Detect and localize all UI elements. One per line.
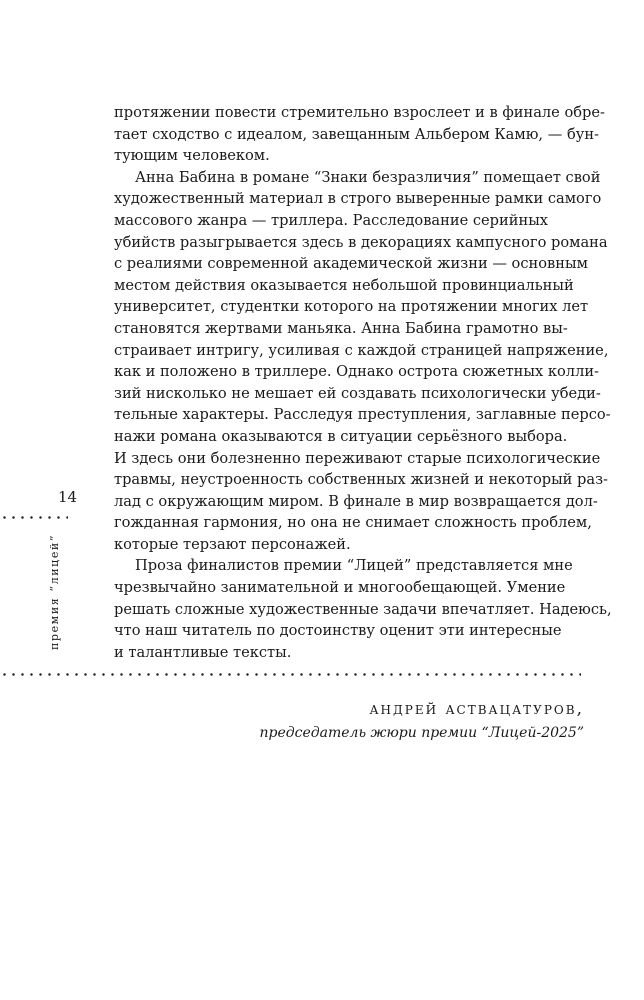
body-line: и талантливые тексты. — [114, 643, 292, 661]
body-line: Анна Бабина в романе “Знаки безразличия” помещает свой — [135, 168, 601, 186]
body-text — [114, 102, 612, 663]
body-line: которые терзают персонажей. — [114, 535, 351, 553]
body-line: университет, студентки которого на протяжении многих лет — [114, 298, 589, 316]
dotted-rule-divider — [0, 673, 581, 676]
body-line: травмы, неустроенность собственных жизней и некоторый раз- — [114, 471, 608, 489]
body-line: нажи романа оказываются в ситуации серьёзного выбора. — [114, 427, 568, 445]
body-line: зий нисколько не мешает ей создавать психологически убеди- — [114, 384, 601, 402]
running-head: премия “лицей” — [48, 533, 61, 650]
body-line: лад с окружающим миром. В финале в мир возвращается дол- — [114, 492, 598, 510]
body-line: как и положено в триллере. Однако острота сюжетных колли- — [114, 363, 599, 381]
body-line: страивает интригу, усиливая с каждой страницей напряжение, — [114, 341, 609, 359]
body-line: Проза финалистов премии “Лицей” представляется мне — [135, 557, 573, 575]
body-line: решать сложные художественные задачи впечатляет. Надеюсь, — [114, 600, 612, 618]
body-line: И здесь они болезненно переживают старые психологические — [114, 449, 601, 467]
body-line: убийств разыгрывается здесь в декорациях кампусного романа — [114, 233, 608, 251]
body-line: тующим человеком. — [114, 147, 270, 165]
body-line: чрезвычайно занимательной и многообещающей. Умение — [114, 579, 566, 597]
body-line: массового жанра — триллера. Расследование серийных — [114, 211, 549, 229]
body-line: гожданная гармония, но она не снимает сложность проблем, — [114, 514, 592, 532]
body-line: становятся жертвами маньяка. Анна Бабина грамотно вы- — [114, 319, 568, 337]
body-line: с реалиями современной академической жизни — основным — [114, 255, 588, 273]
author-name: андрей аствацатуров, — [369, 699, 584, 719]
body-line: тает сходство с идеалом, завещанным Альбером Камю, — бун- — [114, 125, 599, 143]
body-line: местом действия оказывается небольшой провинциальный — [114, 276, 574, 294]
signature — [260, 696, 585, 744]
body-line: что наш читатель по достоинству оценит эти интересные — [114, 622, 562, 640]
dotted-rule-margin — [0, 516, 68, 519]
body-line: художественный материал в строго выверенные рамки самого — [114, 190, 602, 208]
body-line: тельные характеры. Расследуя преступления, заглавные персо- — [114, 406, 611, 424]
page-number: 14 — [58, 488, 78, 506]
author-role: председатель жюри премии “Лицей-2025” — [259, 725, 584, 741]
body-line: протяжении повести стремительно взрослеет и в финале обре- — [114, 104, 605, 121]
